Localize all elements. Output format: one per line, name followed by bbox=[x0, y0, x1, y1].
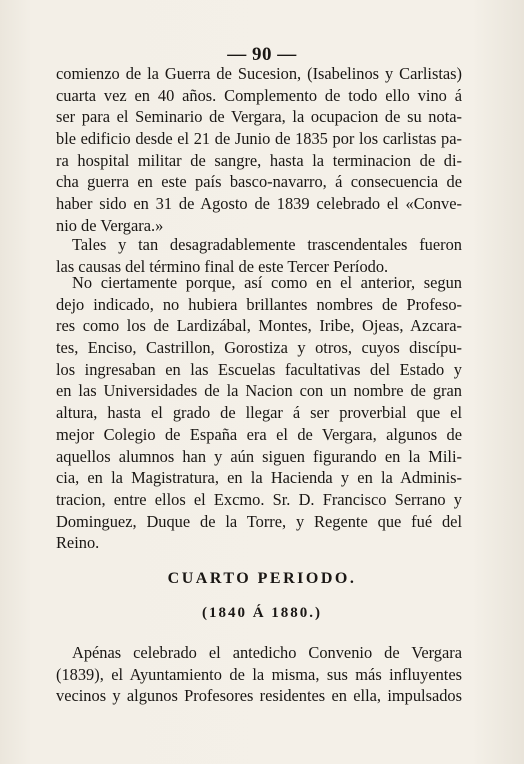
text-line: ser para el Seminario de Vergara, la ocupacion de su nota- bbox=[56, 107, 462, 127]
text-line: nio de Vergara.» bbox=[56, 215, 164, 235]
text-line: tes, Enciso, Castrillon, Gorostiza y otros, cuyos discípu- bbox=[56, 338, 462, 358]
text-line: comienzo de la Guerra de Sucesion, (Isabelinos y Carlistas) bbox=[56, 64, 462, 83]
text-line: las causas del término final de este Tercer Período. bbox=[56, 256, 389, 276]
text-line: haber sido en 31 de Agosto de 1839 celebrado el «Conve- bbox=[56, 194, 462, 214]
paragraph-2 bbox=[56, 234, 462, 277]
text-line: tracion, entre ellos el Excmo. Sr. D. Francisco Serrano y bbox=[56, 489, 462, 509]
text-line: altura, hasta el grado de llegar á ser proverbial que el bbox=[56, 403, 462, 423]
text-line: Apénas celebrado el antedicho Convenio de Vergara bbox=[72, 643, 462, 662]
text-line: aquellos alumnos han y aún siguen figurando en la Mili- bbox=[56, 446, 462, 466]
text-line: vecinos y algunos Profesores residentes en ella, impulsados bbox=[56, 686, 462, 706]
text-line: cha guerra en este país basco-navarro, á consecuencia de bbox=[56, 172, 462, 192]
text-line: cia, en la Magistratura, en la Hacienda y en la Adminis- bbox=[56, 468, 462, 488]
text-line: ble edificio desde el 21 de Junio de 1835 por los carlistas pa- bbox=[56, 129, 462, 149]
text-line: dejo indicado, no hubiera brillantes nombres de Profeso- bbox=[56, 294, 462, 314]
paragraph-1 bbox=[56, 63, 462, 237]
section-heading: CUARTO PERIODO. bbox=[167, 570, 357, 587]
text-line: Tales y tan desagradablemente trascendentales fueron bbox=[72, 235, 462, 254]
text-line: (1839), el Ayuntamiento de la misma, sus más influyentes bbox=[56, 664, 462, 684]
text-line: Reino. bbox=[56, 533, 100, 553]
text-line: mejor Colegio de España era el de Vergara, algunos de bbox=[56, 424, 462, 444]
page-number: — 90 — bbox=[227, 44, 297, 65]
text-line: los ingresaban en las Escuelas facultativas del Estado y bbox=[56, 359, 462, 379]
text-line: res como los de Lardizábal, Montes, Iribe, Ojeas, Azcara- bbox=[56, 316, 462, 336]
paragraph-4 bbox=[56, 642, 462, 707]
text-line: ra hospital militar de sangre, hasta la terminacion de di- bbox=[56, 150, 462, 170]
section-dates: (1840 Á 1880.) bbox=[201, 605, 323, 621]
text-line: cuarta vez en 40 años. Complemento de todo ello vino á bbox=[56, 85, 462, 105]
paragraph-3 bbox=[56, 272, 462, 554]
text-line: Dominguez, Duque de la Torre, y Regente que fué del bbox=[56, 511, 462, 531]
text-line: en las Universidades de la Nacion con un nombre de gran bbox=[56, 381, 462, 401]
text-line: No ciertamente porque, así como en el anterior, segun bbox=[72, 273, 462, 292]
